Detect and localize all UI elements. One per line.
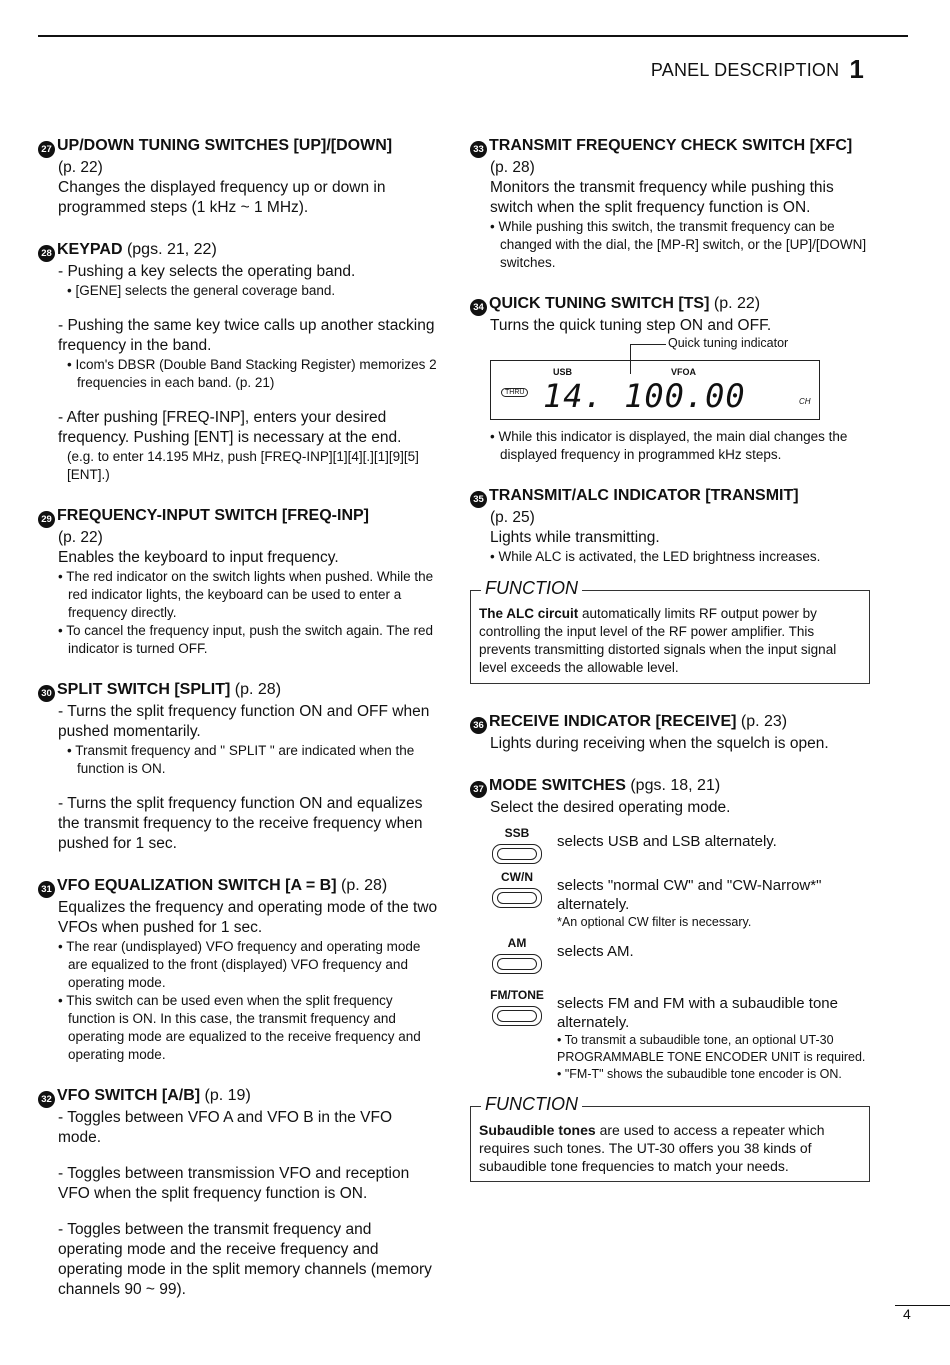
cwn-button-icon (492, 888, 542, 908)
section-31 (38, 876, 438, 1064)
left-column (38, 136, 438, 1322)
bullet-note: • Icom's DBSR (Double Band Stacking Register) memorizes 2 frequencies in each band. (p. 21) (67, 357, 437, 390)
function-label: FUNCTION (481, 579, 582, 597)
section-title: SPLIT SWITCH [SPLIT] (57, 681, 231, 698)
section-title: FREQUENCY-INPUT SWITCH [FREQ-INP] (57, 507, 369, 524)
section-number-badge: 34 (470, 299, 487, 316)
section-body: Select the desired operating mode. (490, 799, 731, 816)
list-item: - Toggles between VFO A and VFO B in the VFO mode. (58, 1109, 392, 1146)
list-item: - Turns the split frequency function ON and equalizes the transmit frequency to the receive frequency when pushed for 1 sec. (58, 795, 423, 852)
mode-label: AM (507, 936, 527, 950)
list-item: - Turns the split frequency function ON and OFF when pushed momentarily. (58, 703, 430, 740)
page-ref: (p. 28) (490, 159, 535, 176)
section-body: Lights during receiving when the squelch is open. (490, 735, 829, 752)
section-title: MODE SWITCHES (489, 777, 626, 794)
mode-label: CW/N (501, 870, 533, 884)
section-36 (470, 712, 870, 754)
function-label: FUNCTION (481, 1095, 582, 1113)
right-column (470, 136, 870, 1204)
bullet-note: • To cancel the frequency input, push the switch again. The red indicator is turned OFF. (58, 623, 433, 656)
fmtone-button-icon (492, 1006, 542, 1026)
section-number-badge: 30 (38, 685, 55, 702)
section-title: QUICK TUNING SWITCH [TS] (489, 295, 710, 312)
section-number-badge: 29 (38, 511, 55, 528)
bullet-note: • While pushing this switch, the transmit frequency can be changed with the dial, the [MP-R] switch, or the [UP]/[DOWN] switches. (490, 219, 867, 270)
section-title: KEYPAD (57, 241, 123, 258)
function-box (470, 578, 870, 684)
mode-label: FM/TONE (490, 988, 544, 1002)
page-ref: (p. 25) (490, 509, 535, 526)
section-29 (38, 506, 438, 658)
page-ref: (p. 28) (230, 681, 282, 698)
section-number-badge: 28 (38, 245, 55, 262)
section-34 (470, 294, 870, 464)
bullet-note: • While ALC is activated, the LED brightness increases. (490, 549, 821, 564)
mode-label: SSB (504, 826, 530, 840)
list-item: - Toggles between transmission VFO and reception VFO when the split frequency function is ON. (58, 1165, 410, 1202)
section-number-badge: 27 (38, 141, 55, 158)
section-number-badge: 35 (470, 491, 487, 508)
section-32 (38, 1086, 438, 1300)
section-title: TRANSMIT FREQUENCY CHECK SWITCH [XFC] (489, 137, 853, 154)
lcd-display-illustration (490, 360, 820, 420)
section-27 (38, 136, 438, 218)
ssb-button-icon (492, 844, 542, 864)
page-ref: (p. 22) (58, 159, 103, 176)
mode-note: • To transmit a subaudible tone, an optional UT-30 PROGRAMMABLE TONE ENCODER UNIT is required. (557, 1033, 866, 1064)
mode-description: selects FM and FM with a subaudible tone alternately. (557, 995, 838, 1031)
section-number-badge: 33 (470, 141, 487, 158)
mode-row-am (490, 936, 870, 988)
section-body: Changes the displayed frequency up or down in programmed steps (1 kHz ~ 1 MHz). (58, 179, 386, 216)
bullet-note: • [GENE] selects the general coverage band. (67, 283, 336, 298)
page-ref: (p. 28) (336, 877, 388, 894)
chapter-number: 1 (849, 54, 864, 84)
section-37 (470, 776, 870, 1182)
function-bold: Subaudible tones (479, 1122, 596, 1138)
section-35 (470, 486, 870, 684)
page-ref: (pgs. 18, 21) (625, 777, 721, 794)
mode-description: selects USB and LSB alternately. (557, 833, 777, 850)
function-text: automatically limits RF output power by controlling the input level of the RF power amplifier. This prevents transmitting distorted signals when the input signal level exceeds the allowable level. (479, 606, 837, 675)
mode-note: • "FM-T" shows the subaudible tone encoder is ON. (557, 1067, 842, 1081)
page-ref: (p. 22) (58, 529, 103, 546)
bullet-note: • The rear (undisplayed) VFO frequency and operating mode are equalized to the front (displayed) VFO frequency and operating mode. (58, 939, 421, 990)
page-header (651, 52, 864, 83)
bullet-note: • This switch can be used even when the split frequency function is ON. In this case, the transmit frequency and operating mode are equalized to the receive frequency and operating mode. (58, 993, 421, 1062)
list-item: - Pushing a key selects the operating band. (58, 263, 356, 280)
mode-description: selects AM. (557, 943, 634, 960)
page-ref: (p. 22) (709, 295, 761, 312)
page-ref: (pgs. 21, 22) (122, 241, 217, 258)
bullet-note: • While this indicator is displayed, the main dial changes the displayed frequency in programmed kHz steps. (490, 429, 848, 462)
header-title: PANEL DESCRIPTION (650, 60, 840, 80)
section-title: UP/DOWN TUNING SWITCHES [UP]/[DOWN] (57, 137, 393, 154)
page-ref: (p. 19) (200, 1087, 251, 1104)
display-thru: THRU (501, 388, 528, 397)
section-number-badge: 31 (38, 881, 55, 898)
mode-description: selects "normal CW" and "CW-Narrow*" alternately. (557, 877, 822, 913)
list-item: - Toggles between the transmit frequency and operating mode and the receive frequency and operating mode in the split memory channels (memory channels 90 ~ 99). (58, 1221, 432, 1298)
function-box (470, 1094, 870, 1182)
mode-note: *An optional CW filter is necessary. (557, 915, 752, 929)
section-body: Equalizes the frequency and operating mode of the two VFOs when pushed for 1 sec. (58, 899, 438, 936)
list-item: - Pushing the same key twice calls up another stacking frequency in the band. (58, 317, 435, 354)
section-number-badge: 37 (470, 781, 487, 798)
section-30 (38, 680, 438, 854)
display-ch: CH (799, 397, 811, 406)
bullet-note: • The red indicator on the switch lights when pushed. While the red indicator lights, the keyboard can be used to enter a frequency directly. (58, 569, 434, 620)
section-title: TRANSMIT/ALC INDICATOR [TRANSMIT] (489, 487, 799, 504)
display-frequency: 14. 100.00 (543, 377, 746, 415)
section-28 (38, 240, 438, 484)
example-note: (e.g. to enter 14.195 MHz, push [FREQ-INP][1][4][.][1][9][5][ENT].) (67, 449, 419, 482)
mode-row-fmtone (490, 988, 870, 1092)
section-number-badge: 36 (470, 717, 487, 734)
mode-row-ssb (490, 826, 870, 870)
section-number-badge: 32 (38, 1091, 55, 1108)
section-body: Monitors the transmit frequency while pushing this switch when the split frequency function is ON. (490, 179, 834, 216)
top-rule (38, 35, 908, 37)
mode-row-cwn (490, 870, 870, 936)
section-33 (470, 136, 870, 272)
display-usb: USB (553, 367, 573, 377)
list-item: - After pushing [FREQ-INP], enters your desired frequency. Pushing [ENT] is necessary at the end. (58, 409, 402, 446)
section-body: Enables the keyboard to input frequency. (58, 549, 339, 566)
section-title: VFO EQUALIZATION SWITCH [A = B] (57, 877, 337, 894)
display-vfoa: VFOA (671, 367, 697, 377)
function-bold: The ALC circuit (479, 606, 579, 621)
page-ref: (p. 23) (736, 713, 788, 730)
section-title: VFO SWITCH [A/B] (57, 1087, 201, 1104)
am-button-icon (492, 954, 542, 974)
section-title: RECEIVE INDICATOR [RECEIVE] (489, 713, 737, 730)
page-number: 4 (903, 1306, 911, 1322)
section-body: Lights while transmitting. (490, 529, 660, 546)
section-body: Turns the quick tuning step ON and OFF. (490, 317, 772, 334)
quick-tuning-indicator-label: Quick tuning indicator (668, 336, 789, 350)
function-text: are used to access a repeater which requires such tones. The UT-30 offers you 38 kinds of subaudible tone frequencies to match your needs. (479, 1122, 825, 1174)
bullet-note: • Transmit frequency and " SPLIT " are indicated when the function is ON. (67, 743, 415, 776)
